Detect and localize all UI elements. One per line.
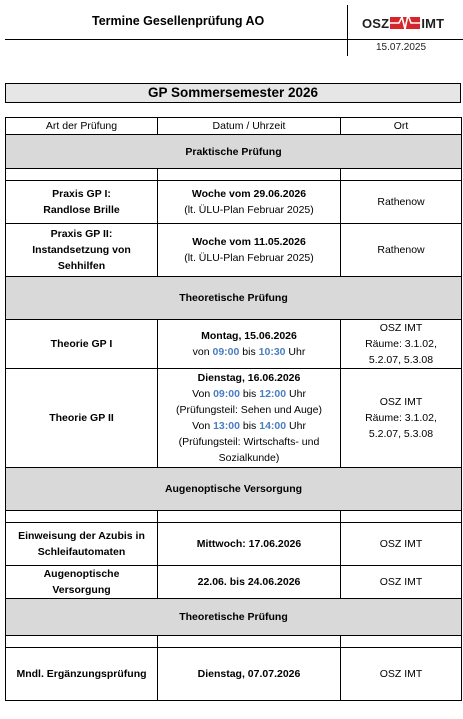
table-row xyxy=(6,648,462,701)
start-time: 13:00 xyxy=(213,420,240,432)
cell-datum xyxy=(158,224,341,277)
cell-text: Instandsetzung von xyxy=(32,244,131,256)
cell-text: Montag, 15.06.2026 xyxy=(201,330,297,342)
cell-ort: OSZ IMT xyxy=(341,566,462,599)
cell-text: (lt. ÜLU-Plan Februar 2025) xyxy=(184,204,314,216)
cell-art xyxy=(6,224,158,277)
cell-art: Theorie GP I xyxy=(6,320,158,369)
document-date: 15.07.2025 xyxy=(376,42,427,53)
column-header-art: Art der Prüfung xyxy=(6,118,158,135)
logo-text-left: OSZ xyxy=(362,15,390,31)
cell-text: 5.2.07, 5.3.08 xyxy=(368,354,434,366)
cell-text: Räume: 3.1.02, xyxy=(365,338,437,350)
heartbeat-logo-icon xyxy=(390,13,420,33)
cell-art: Mndl. Ergänzungsprüfung xyxy=(6,648,158,701)
table-row xyxy=(6,523,462,566)
start-time: 09:00 xyxy=(212,346,240,358)
cell-text: Praxis GP II: xyxy=(50,228,113,240)
section-title: Praktische Prüfung xyxy=(6,135,462,169)
cell-text: bis xyxy=(242,420,257,432)
cell-ort: Rathenow xyxy=(341,181,462,224)
cell-text: (lt. ÜLU-Plan Februar 2025) xyxy=(184,252,314,264)
cell-text: von xyxy=(192,346,210,358)
table-row xyxy=(6,369,462,468)
end-time: 14:00 xyxy=(259,420,287,432)
spacer-row xyxy=(6,636,462,648)
osz-imt-logo xyxy=(362,13,444,33)
time-line xyxy=(161,344,337,360)
cell-text: Augenoptische xyxy=(43,568,120,580)
cell-text: Sehhilfen xyxy=(57,260,106,272)
cell-ort: OSZ IMT xyxy=(341,648,462,701)
cell-datum: 22.06. bis 24.06.2026 xyxy=(158,566,341,599)
section-row-theoretisch-2 xyxy=(6,599,462,636)
section-title: Theoretische Prüfung xyxy=(6,599,462,636)
cell-text: bis xyxy=(242,388,257,400)
header-divider xyxy=(347,5,348,56)
cell-text: Praxis GP I: xyxy=(52,188,111,200)
time-line xyxy=(161,386,337,402)
cell-datum: Dienstag, 07.07.2026 xyxy=(158,648,341,701)
cell-text: (Prüfungsteil: Sehen und Auge) xyxy=(176,404,322,416)
start-time: 09:00 xyxy=(213,388,240,400)
table-row xyxy=(6,566,462,599)
cell-datum xyxy=(158,369,341,468)
cell-text: Woche vom 29.06.2026 xyxy=(191,188,307,200)
spacer-row xyxy=(6,511,462,523)
section-row-theoretisch xyxy=(6,277,462,320)
cell-datum xyxy=(158,320,341,369)
table-row xyxy=(6,320,462,369)
cell-text: Randlose Brille xyxy=(43,204,120,216)
cell-text: Woche vom 11.05.2026 xyxy=(192,236,306,248)
table-row xyxy=(6,224,462,277)
section-title: Augenoptische Versorgung xyxy=(6,468,462,511)
cell-ort xyxy=(341,369,462,468)
document-title: Termine Gesellenprüfung AO xyxy=(92,14,265,28)
cell-text: Räume: 3.1.02, xyxy=(365,412,437,424)
cell-ort: Rathenow xyxy=(341,224,462,277)
cell-text: OSZ IMT xyxy=(379,322,423,334)
cell-ort: OSZ IMT xyxy=(341,523,462,566)
cell-text: OSZ IMT xyxy=(379,396,423,408)
column-header-ort: Ort xyxy=(341,118,462,135)
cell-text: Schleifautomaten xyxy=(37,546,126,558)
cell-text: Uhr xyxy=(289,388,306,400)
time-line xyxy=(161,418,337,434)
cell-datum xyxy=(158,181,341,224)
column-header-datum: Datum / Uhrzeit xyxy=(158,118,341,135)
header-rule xyxy=(5,39,463,40)
table-header-row xyxy=(6,118,462,135)
schedule-table xyxy=(5,117,462,701)
cell-text: 5.2.07, 5.3.08 xyxy=(368,428,434,440)
cell-text: Sozialkunde) xyxy=(218,452,280,464)
section-title: Theoretische Prüfung xyxy=(6,277,462,320)
cell-ort xyxy=(341,320,462,369)
cell-text: Uhr xyxy=(289,420,306,432)
cell-text: Versorgung xyxy=(52,584,111,596)
semester-banner: GP Sommersemester 2026 xyxy=(5,83,461,103)
cell-art xyxy=(6,523,158,566)
cell-text: (Prüfungsteil: Wirtschafts- und xyxy=(178,436,320,448)
end-time: 12:00 xyxy=(259,388,287,400)
cell-art xyxy=(6,566,158,599)
cell-text: Dienstag, 16.06.2026 xyxy=(197,372,301,384)
cell-text: Von xyxy=(192,420,211,432)
logo-text-right: IMT xyxy=(421,15,445,31)
section-row-versorgung xyxy=(6,468,462,511)
cell-text: bis xyxy=(242,346,256,358)
table-row xyxy=(6,181,462,224)
cell-art: Theorie GP II xyxy=(6,369,158,468)
cell-text: Von xyxy=(192,388,211,400)
cell-text: Einweisung der Azubis in xyxy=(18,530,145,542)
cell-datum: Mittwoch: 17.06.2026 xyxy=(158,523,341,566)
section-row-praktisch xyxy=(6,135,462,169)
cell-text: Uhr xyxy=(288,346,306,358)
cell-art xyxy=(6,181,158,224)
end-time: 10:30 xyxy=(258,346,286,358)
spacer-row xyxy=(6,169,462,181)
